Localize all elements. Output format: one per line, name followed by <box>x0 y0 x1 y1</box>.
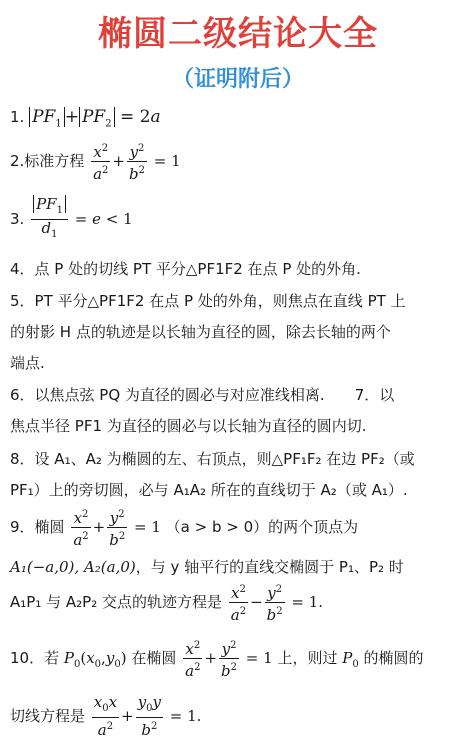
item-1-formula: $PF_1 + PF_2 = 2a$ <box>29 107 160 127</box>
item-2 <box>10 140 470 183</box>
item-4: 4．点 P 处的切线 PT 平分△PF1F2 在点 P 处的外角. <box>10 260 361 278</box>
item-10-point: $P_0(x_0,y_0)$ <box>63 649 127 670</box>
item-3-formula: $\frac{PF_1}{d_1}$ = e < 1 <box>29 210 133 228</box>
item-6-line-1: 6．以焦点弦 PQ 为直径的圆必与对应准线相离. 7．以 <box>10 386 395 404</box>
item-9-vertices: A₁(−a,0), A₂(a,0) <box>10 558 136 576</box>
item-6-line-2: 焦点半径 PF1 为直径的圆必与以长轴为直径的圆内切. <box>10 417 367 435</box>
page-title: 椭圆二级结论大全 <box>98 14 378 54</box>
item-9-locus-text: A₁P₁ 与 A₂P₂ 交点的轨迹方程是 <box>10 593 222 611</box>
item-1-number: 1. <box>10 108 25 126</box>
item-9-text: ，与 y 轴平行的直线交椭圆于 P₁、P₂ 时 <box>135 558 404 576</box>
item-8-line-1: 8．设 A₁、A₂ 为椭圆的左、右顶点，则△PF₁F₂ 在边 PF₂（或 <box>10 450 415 468</box>
item-10-line-2 <box>10 694 470 739</box>
page-subtitle: （证明附后） <box>171 67 304 92</box>
item-10-prefix: 10．若 <box>10 649 60 667</box>
item-9-suffix: （a > b > 0）的两个顶点为 <box>165 518 359 536</box>
item-5-line-2: 的射影 H 点的轨迹是以长轴为直径的圆，除去长轴的两个 <box>10 323 391 341</box>
item-10-line-1 <box>10 636 470 687</box>
item-10-tangent-prefix: 切线方程是 <box>10 707 86 725</box>
item-5-line-1: 5．PT 平分△PF1F2 在点 P 处的外角，则焦点在直线 PT 上 <box>10 292 406 310</box>
item-9-prefix: 9．椭圆 <box>10 518 65 536</box>
item-8-line-2: PF₁）上的旁切圆，必与 A₁A₂ 所在的直线切于 A₂（或 A₁）. <box>10 481 408 499</box>
item-10-ellipse-formula: $\frac{x^2}{a^2}$ + $\frac{y^2}{b^2}$ = 1 <box>181 649 277 667</box>
item-9-ellipse-formula: $\frac{x^2}{a^2}$ + $\frac{y^2}{b^2}$ = 1 <box>69 518 165 536</box>
item-9-line-2 <box>10 552 470 583</box>
item-10-end: 的椭圆的 <box>363 649 424 667</box>
item-2-prefix: 2.标准方程 <box>10 152 85 170</box>
item-1 <box>10 102 470 139</box>
item-9-line-3 <box>10 580 470 624</box>
item-10-mid: 在椭圆 <box>131 649 177 667</box>
item-10-tangent-formula: $\frac{x_0x}{a^2}$ + $\frac{y_0y}{b^2}$ = 1. <box>93 693 202 739</box>
item-2-formula: $\frac{x^2}{a^2}$ + $\frac{y^2}{b^2}$ = 1 <box>89 152 181 170</box>
item-10-point-ref: $P_0$ <box>342 649 359 670</box>
item-9-locus-formula: $\frac{x^2}{a^2}$ − $\frac{y^2}{b^2}$ = 1. <box>227 593 323 611</box>
item-5-line-3: 端点. <box>10 354 45 372</box>
item-10-suffix: 上，则过 <box>277 649 338 667</box>
item-3 <box>10 196 470 243</box>
item-3-number: 3. <box>10 210 25 228</box>
item-9-line-1 <box>10 505 470 549</box>
